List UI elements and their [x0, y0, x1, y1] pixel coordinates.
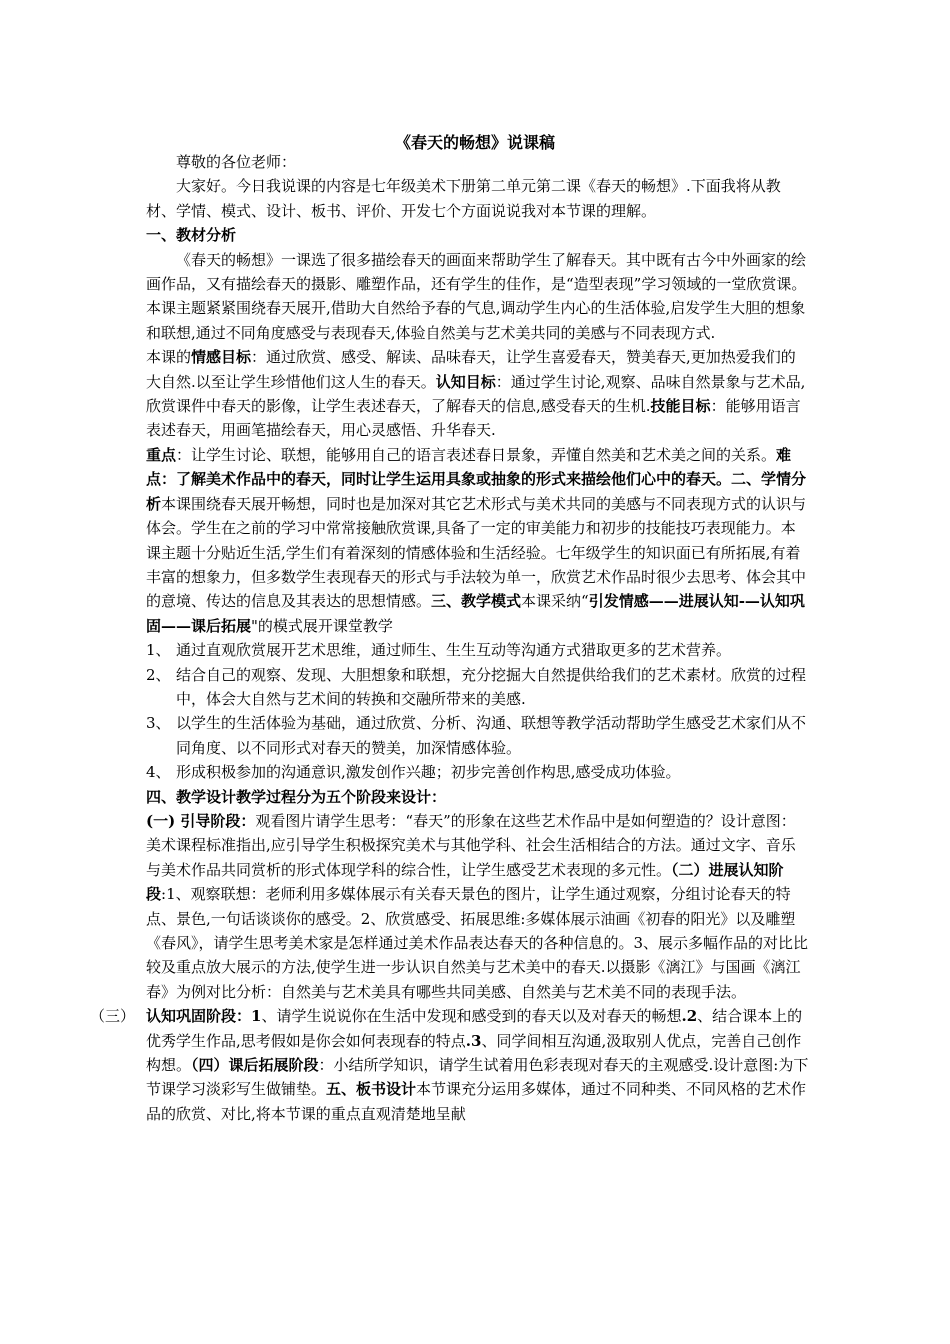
stage3-text-c: 、同学间相互沟通,汲取别人优点，完善自己创作构想。 — [146, 1031, 802, 1075]
stage3-text-b: 、结合课本上的优秀学生作品,思考假如是你会如何表现春的特点 — [146, 1007, 803, 1050]
section1-paragraph: 《春天的畅想》一课选了很多描绘春天的画面来帮助学生了解春天。其中既有古今中外画家的绘画作品，又有描绘春天的摄影、雕塑作品，还有学生的佳作，是“造型表现”学习领域的一堂欣赏课。本课主题紧紧围绕春天展开,借助大自然给予春的气息,调动学生内心的生活体验,启发学生大胆的想象和联想,通过不同角度感受与表现春天,体验自然美与艺术美共同的美感与不同表现方式. — [146, 250, 807, 342]
section5-text: 本节课充分运用多媒体，通过不同种类、不同风格的艺术作品的欣赏、对比,将本节课的重点直观清楚地呈献 — [146, 1080, 807, 1123]
key-points-paragraph — [146, 443, 810, 638]
document-title: 《春天的畅想》说课稿 — [394, 133, 555, 152]
stage3-label: 认知巩固阶段：1 — [146, 1007, 262, 1026]
stage1-text: 观看图片请学生思考：“春天”的形象在这些艺术作品中是如何塑造的？设计意图：美术课程标准指出,应引导学生积极探究美术与其他学科、社会生活相结合的方法。通过文字、音乐与美术作品共同赏析的形式体现学科的综合性，让学生感受艺术表现的多元性。 — [146, 811, 796, 879]
emotion-goal-text: ：通过欣赏、感受、解读、品味春天，让学生喜爱春天，赞美春天,更加热爱我们的大自然.以至让学生珍惜他们这人生的春天。 — [146, 348, 796, 391]
goals-paragraph — [146, 345, 810, 443]
section4-heading: 四、教学设计教学过程分为五个阶段来设计： — [146, 787, 447, 806]
document-body — [90, 150, 810, 1126]
section2-text: 本课围绕春天展开畅想，同时也是加深对其它艺术形式与美术共同的美感与不同表现方式的认识与体会。学生在之前的学习中常常接触欣赏课,具备了一定的审美能力和初步的技能技巧表现能力。本课主题十分贴近生活,学生们有着深刻的情感体验和生活经验。七年级学生的知识面已有所拓展,有着丰富的想象力，但多数学生表现春天的形式与手法较为单一，欣赏艺术作品时很少去思考、体会其中的意境、传达的信息及其表达的思想情感。 — [146, 494, 807, 611]
greeting: 尊敬的各位老师： — [176, 153, 297, 171]
stage4-label: （四）课后拓展阶段 — [191, 1056, 319, 1075]
skill-goal-text: ：能够用语言表述春天，用画笔描绘春天，用心灵感悟、升华春天. — [146, 397, 801, 440]
stage3-text-a: 、请学生说说你在生活中发现和感受到的春天以及对春天的畅想 — [261, 1007, 682, 1026]
key-point-text: ：让学生讨论、联想，能够用自己的语言表述春日景象，弄懂自然美和艺术美之间的关系。 — [176, 445, 777, 464]
teaching-model: 引发情感——进展认知-—认知巩固——课后拓展 — [146, 592, 805, 635]
stage4-text: ：小结所学知识，请学生试着用色彩表现对春天的主观感受.设计意图:为下节课学习淡彩写生做铺垫。 — [146, 1056, 809, 1099]
difficulty-text: 难点：了解美术作品中的春天，同时让学生运用具象或抽象的形式来描绘他们心中的春天。 — [146, 445, 792, 489]
stage3-lead: （三） — [90, 1007, 136, 1026]
list-item-text: 结合自己的观察、发现、大胆想象和联想，充分挖掘大自然提供给我们的艺术素材。欣赏的过程中，体会大自然与艺术间的转换和交融所带来的美感. — [176, 665, 807, 708]
stage2-label: （二）进展认知阶段 — [146, 860, 784, 904]
stage3-number-3: .3 — [465, 1031, 482, 1050]
stage3-paragraph — [90, 1004, 810, 1126]
section1-heading: 一、教材分析 — [146, 226, 237, 245]
emotion-goal-label: 情感目标 — [191, 348, 252, 367]
list-item-number: 3、 — [146, 714, 171, 733]
cognition-goal-label: 认知目标 — [435, 372, 496, 391]
section5-heading: 五、板书设计 — [326, 1080, 417, 1099]
stage2-text: :1、观察联想：老师利用多媒体展示有关春天景色的图片，让学生通过观察，分组讨论春天的特点、景色,一句话谈谈你的感受。2、欣赏感受、拓展思维:多媒体展示油画《初春的阳光》以及雕塑《春风》，请学生思考美术家是怎样通过美术作品表达春天的各种信息的。3、展示多幅作品的对比比较及重点放大展示的方法,使学生进一步认识自然美与艺术美中的春天.以摄影《漓江》与国画《漓江春》为例对比分析：自然美与艺术美具有哪些共同美感、自然美与艺术美不同的表现手法。 — [146, 885, 809, 1001]
list-item — [146, 711, 810, 760]
list-item-text: 以学生的生活体验为基础，通过欣赏、分析、沟通、联想等教学活动帮助学生感受艺术家们从不同角度、以不同形式对春天的赞美，加深情感体验。 — [176, 714, 807, 757]
list-item-text: 通过直观欣赏展开艺术思维，通过师生、生生互动等沟通方式猎取更多的艺术营养。 — [176, 641, 732, 660]
section3-heading: 三、教学模式 — [431, 592, 522, 611]
list-item-number: 4、 — [146, 763, 171, 782]
section3-text-before: 本课采纳“ — [521, 592, 589, 611]
cognition-goal-text: ：通过学生讨论,观察、品味自然景象与艺术品,欣赏课件中春天的影像，让学生表述春天，了解春天的信息,感受春天的生机. — [146, 372, 806, 416]
list-item — [146, 638, 810, 662]
stage3-number-2: .2 — [681, 1007, 698, 1026]
stage1-label: (一) 引导阶段： — [146, 811, 256, 830]
stages-paragraph — [146, 809, 810, 1004]
intro-paragraph: 大家好。今日我说课的内容是七年级美术下册第二单元第二课《春天的畅想》.下面我将从教材、学情、模式、设计、板书、评价、开发七个方面说说我对本节课的理解。 — [146, 177, 781, 220]
list-item — [146, 663, 810, 712]
list-item — [146, 760, 810, 784]
list-item-text: 形成积极参加的沟通意识,激发创作兴趣；初步完善创作构思,感受成功体验。 — [176, 763, 681, 782]
list-item-number: 2、 — [146, 665, 171, 684]
section3-text-after: "的模式展开课堂教学 — [251, 616, 393, 635]
key-point-label: 重点 — [146, 445, 177, 464]
skill-goal-label: 技能目标 — [650, 397, 711, 416]
list-item-number: 1、 — [146, 641, 171, 660]
section2-heading: 二、学情分析 — [146, 470, 807, 513]
goals-lead: 本课的 — [146, 348, 192, 367]
